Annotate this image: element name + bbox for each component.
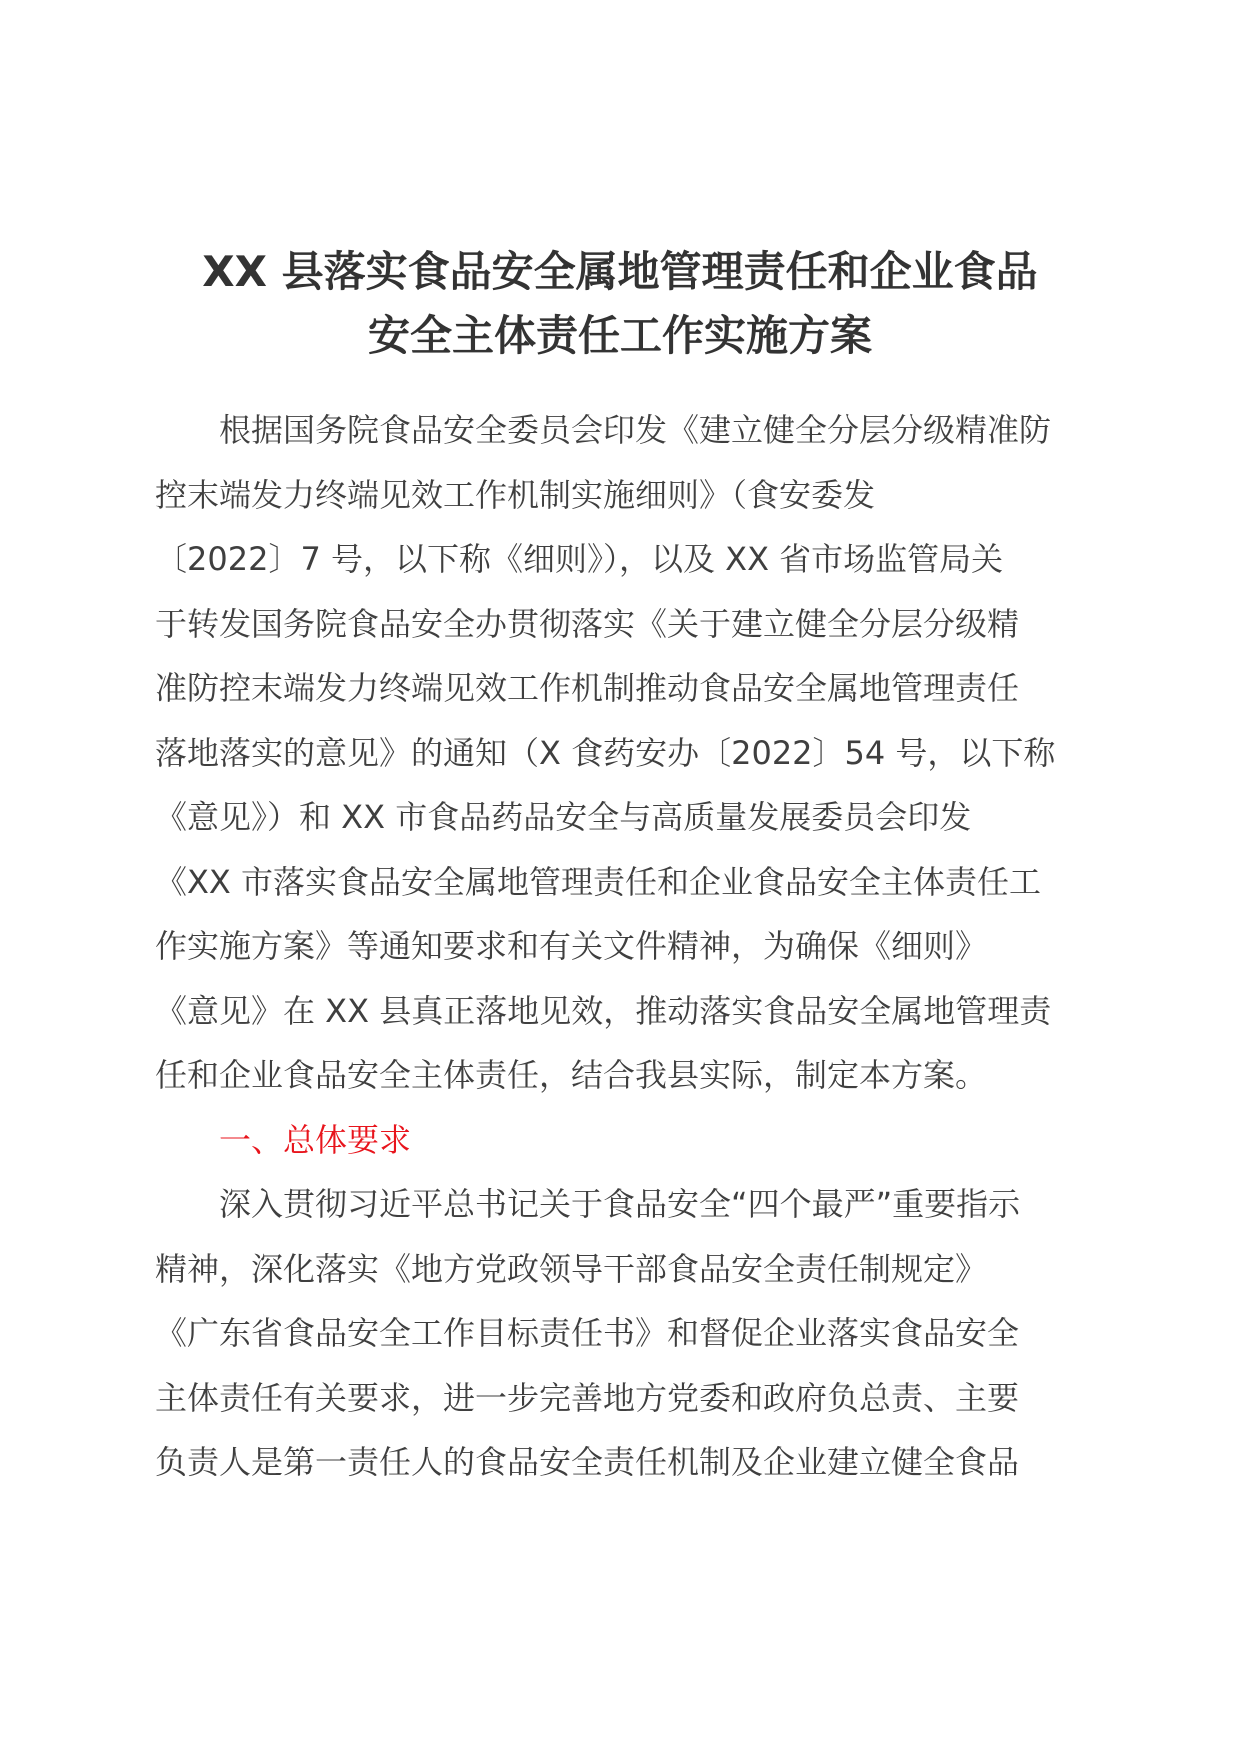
title-line-1: XX 县落实食品安全属地管理责任和企业食品 [202,247,1038,296]
paragraph-1-line: 于转发国务院食品安全办贯彻落实《关于建立健全分层分级精 [155,604,1020,643]
paragraph-1-line: 落地落实的意见》的通知（X 食药安办〔2022〕54 号，以下称 [155,733,1056,772]
paragraph-1-line: 任和企业食品安全主体责任，结合我县实际，制定本方案。 [155,1056,988,1094]
paragraph-2-line: 《广东省食品安全工作目标责任书》和督促企业落实食品安全 [155,1314,1020,1352]
paragraph-2-line: 负责人是第一责任人的食品安全责任机制及企业建立健全食品 [155,1443,1020,1481]
paragraph-2-line: 深入贯彻习近平总书记关于食品安全“四个最严”重要指示 [155,1185,1021,1223]
section-heading-general-requirements: 一、总体要求 [155,1120,412,1159]
paragraph-2-line: 主体责任有关要求，进一步完善地方党委和政府负总责、主要 [155,1378,1020,1417]
paragraph-1-line: 〔2022〕7 号，以下称《细则》），以及 XX 省市场监管局关 [155,540,1004,578]
paragraph-2-line: 精神，深化落实《地方党政领导干部食品安全责任制规定》 [155,1249,988,1288]
paragraph-1-line: 《意见》）和 XX 市食品药品安全与高质量发展委员会印发 [155,798,972,836]
paragraph-1-line: 作实施方案》等通知要求和有关文件精神，为确保《细则》 [155,927,988,965]
paragraph-1-line: 《意见》在 XX 县真正落地见效，推动落实食品安全属地管理责 [155,991,1052,1030]
paragraph-1-line: 根据国务院食品安全委员会印发《建立健全分层分级精准防 [155,411,1052,449]
paragraph-1-line: 《XX 市落实食品安全属地管理责任和企业食品安全主体责任工 [155,862,1042,901]
paragraph-1-line: 控末端发力终端见效工作机制实施细则》（食安委发 [155,475,876,514]
paragraph-1-line: 准防控末端发力终端见效工作机制推动食品安全属地管理责任 [155,669,1020,707]
title-line-2: 安全主体责任工作实施方案 [367,311,872,360]
document-title [150,240,1090,368]
document-body [155,398,1095,1495]
